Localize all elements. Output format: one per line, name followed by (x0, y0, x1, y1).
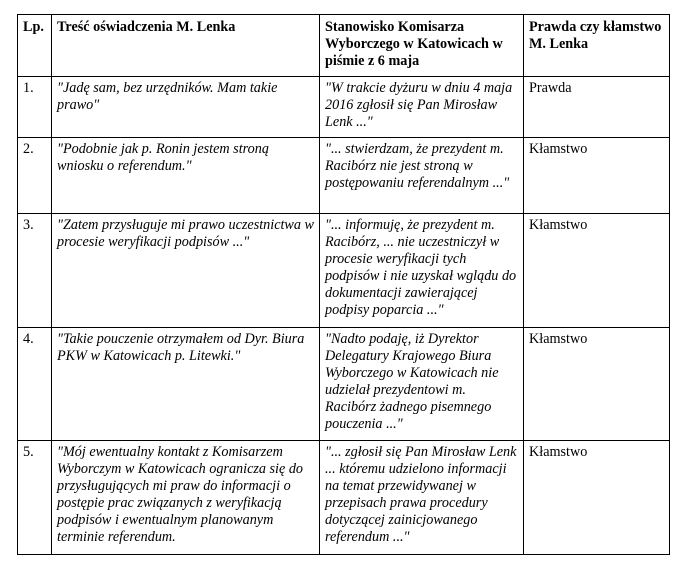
commissioner-cell: "... stwierdzam, że prezydent m. Racibórz nie jest stroną w postępowaniu referendalnym ..." (320, 138, 524, 214)
table-row (18, 138, 670, 214)
verdict-cell: Kłamstwo (524, 138, 670, 214)
verdict-cell: Prawda (524, 77, 670, 138)
statement-cell: "Jadę sam, bez urzędników. Mam takie prawo" (52, 77, 320, 138)
statement-cell: "Takie pouczenie otrzymałem od Dyr. Biura PKW w Katowicach p. Litewki." (52, 328, 320, 441)
header-verdict: Prawda czy kłamstwo M. Lenka (524, 15, 670, 77)
header-lp: Lp. (18, 15, 52, 77)
commissioner-cell: "... zgłosił się Pan Mirosław Lenk ... któremu udzielono informacji na temat przewidywanej w przepisach prawa procedury dotyczącej zainicjowanego referendum ..." (320, 441, 524, 555)
row-number: 5. (18, 441, 52, 555)
statement-cell: "Mój ewentualny kontakt z Komisarzem Wyborczym w Katowicach ogranicza się do przysługujących mi praw do informacji o postępie prac związanych z weryfikacją podpisów i ewentualnym planowanym terminie referendum. (52, 441, 320, 555)
statement-cell: "Zatem przysługuje mi prawo uczestnictwa w procesie weryfikacji podpisów ..." (52, 214, 320, 328)
row-number: 3. (18, 214, 52, 328)
commissioner-cell: "... informuję, że prezydent m. Racibórz, ... nie uczestniczył w procesie weryfikacji tych podpisów i nie uzyskał wglądu do dokumentacji zawierającej podpisy poparcia ..." (320, 214, 524, 328)
verdict-cell: Kłamstwo (524, 441, 670, 555)
table-row (18, 328, 670, 441)
header-commissioner: Stanowisko Komisarza Wyborczego w Katowicach w piśmie z 6 maja (320, 15, 524, 77)
row-number: 1. (18, 77, 52, 138)
commissioner-cell: "W trakcie dyżuru w dniu 4 maja 2016 zgłosił się Pan Mirosław Lenk ..." (320, 77, 524, 138)
table-header-row (18, 15, 670, 77)
commissioner-cell: "Nadto podaję, iż Dyrektor Delegatury Krajowego Biura Wyborczego w Katowicach nie udzielał prezydentowi m. Racibórz żadnego pisemnego pouczenia ..." (320, 328, 524, 441)
verdict-cell: Kłamstwo (524, 328, 670, 441)
verdict-cell: Kłamstwo (524, 214, 670, 328)
table-row (18, 214, 670, 328)
statement-cell: "Podobnie jak p. Ronin jestem stroną wniosku o referendum." (52, 138, 320, 214)
header-statement: Treść oświadczenia M. Lenka (52, 15, 320, 77)
table-row (18, 77, 670, 138)
row-number: 2. (18, 138, 52, 214)
table-row (18, 441, 670, 555)
row-number: 4. (18, 328, 52, 441)
statements-table (17, 14, 670, 555)
